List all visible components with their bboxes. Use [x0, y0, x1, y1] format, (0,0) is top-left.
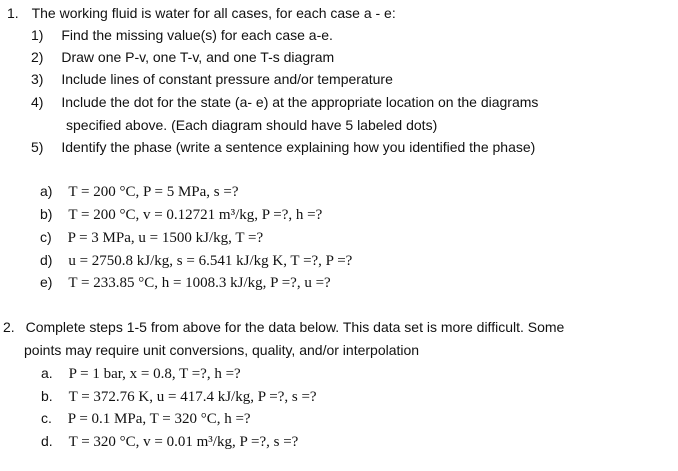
case-item — [40, 182, 239, 201]
case-item — [40, 205, 322, 224]
case-expression: T = 233.85 °C, h = 1008.3 kJ/kg, P =?, u =? — [68, 275, 331, 291]
case-label: d. — [41, 433, 53, 449]
case-label: a) — [40, 183, 53, 199]
step-text: Include the dot for the state (a- e) at the appropriate location on the diagrams — [61, 94, 539, 110]
case-label: d) — [40, 252, 53, 268]
question-1-heading — [7, 4, 396, 22]
case-expression: u = 2750.8 kJ/kg, s = 6.541 kJ/kg K, T =?, P =? — [68, 253, 353, 269]
question-number: 1. — [7, 5, 19, 21]
step-item — [31, 48, 334, 66]
case-item — [41, 364, 241, 383]
case-expression: T = 320 °C, v = 0.01 m³/kg, P =?, s =? — [68, 434, 299, 450]
case-label: e) — [40, 274, 53, 290]
step-item — [31, 70, 393, 88]
case-item — [40, 251, 352, 270]
case-item — [41, 409, 251, 428]
case-item — [41, 432, 298, 451]
case-expression: P = 0.1 MPa, T = 320 °C, h =? — [67, 411, 251, 427]
case-expression: P = 3 MPa, u = 1500 kJ/kg, T =? — [67, 230, 264, 246]
question-2-heading — [3, 318, 564, 336]
case-expression: P = 1 bar, x = 0.8, T =?, h =? — [68, 366, 241, 382]
step-number: 5) — [31, 139, 44, 155]
question-intro: The working fluid is water for all cases, for each case a - e: — [31, 5, 396, 21]
case-item — [40, 228, 263, 247]
case-expression: T = 372.76 K, u = 417.4 kJ/kg, P =?, s =? — [68, 389, 317, 405]
step-text: Identify the phase (write a sentence explaining how you identified the phase) — [61, 139, 536, 155]
step-continuation: specified above. (Each diagram should have 5 labeled dots) — [66, 117, 438, 133]
case-label: c) — [40, 229, 52, 245]
step-number: 2) — [31, 49, 44, 65]
step-text: Include lines of constant pressure and/or temperature — [61, 71, 393, 87]
step-item — [31, 138, 535, 156]
question-intro-continuation: points may require unit conversions, quality, and/or interpolation — [24, 342, 420, 358]
step-text: Find the missing value(s) for each case a-e. — [61, 27, 333, 43]
step-item — [31, 26, 333, 44]
case-expression: T = 200 °C, P = 5 MPa, s =? — [68, 184, 239, 200]
case-item — [41, 387, 317, 406]
case-label: a. — [41, 365, 53, 381]
case-label: b) — [40, 206, 53, 222]
step-number: 4) — [31, 94, 44, 110]
step-number: 1) — [31, 27, 44, 43]
step-text: Draw one P-v, one T-v, and one T-s diagram — [61, 49, 335, 65]
question-number: 2. — [3, 319, 15, 335]
case-item — [40, 273, 331, 292]
case-label: c. — [41, 410, 52, 426]
case-expression: T = 200 °C, v = 0.12721 m³/kg, P =?, h =? — [68, 207, 323, 223]
step-item — [31, 93, 538, 111]
question-intro: Complete steps 1-5 from above for the data below. This data set is more difficult. Some — [25, 319, 565, 335]
case-label: b. — [41, 388, 53, 404]
step-number: 3) — [31, 71, 44, 87]
